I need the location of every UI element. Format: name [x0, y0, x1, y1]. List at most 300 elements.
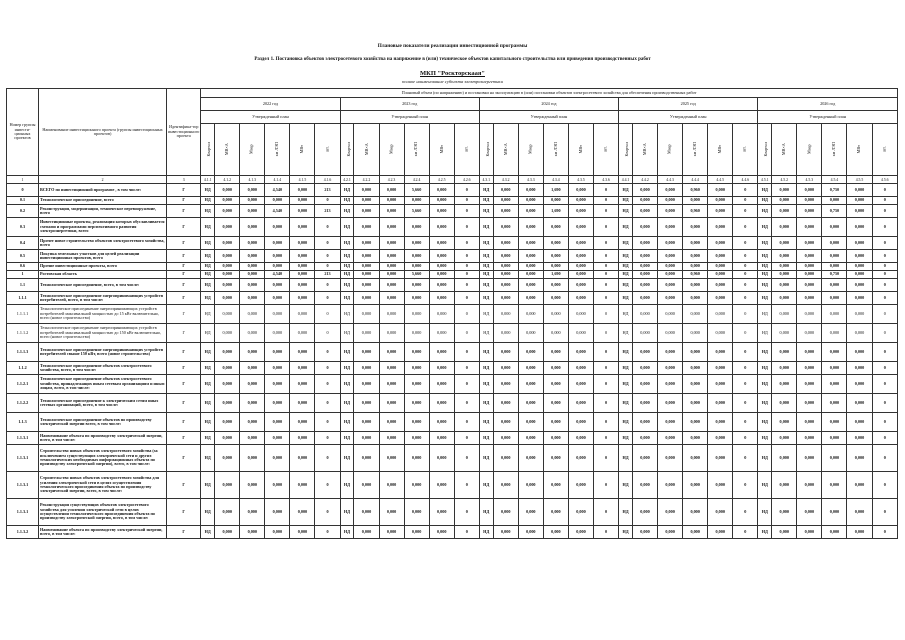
- row-value: 0,000: [290, 197, 315, 205]
- row-value: 0: [594, 526, 619, 539]
- row-value: 0: [872, 271, 897, 279]
- table-row: [7, 375, 898, 394]
- row-value: НД: [479, 197, 493, 205]
- row-value: НД: [479, 218, 493, 237]
- row-number: 1.1.1.3: [7, 343, 39, 362]
- row-value: 0,000: [543, 375, 568, 394]
- row-value: НД: [479, 279, 493, 292]
- row-value: НД: [619, 197, 633, 205]
- row-value: 0,000: [265, 362, 290, 375]
- column-number: 4.1.1: [201, 176, 215, 184]
- row-value: 0,000: [404, 394, 429, 413]
- row-value: 0,000: [518, 263, 543, 271]
- row-number: 0: [7, 184, 39, 197]
- row-value: 0: [315, 250, 340, 263]
- row-value: 0,000: [632, 237, 657, 250]
- row-project-id: Г: [167, 394, 201, 413]
- row-value: 0,000: [683, 499, 708, 526]
- row-value: 0,000: [683, 197, 708, 205]
- row-value: 0: [454, 394, 479, 413]
- row-value: НД: [619, 305, 633, 324]
- row-value: 0,000: [290, 343, 315, 362]
- row-value: 0,000: [658, 499, 683, 526]
- column-number: 4.5.1: [758, 176, 772, 184]
- table-row: [7, 271, 898, 279]
- row-value: 0: [594, 413, 619, 432]
- row-value: 0,000: [354, 499, 379, 526]
- header-project-id: Идентифика-тор инвестиционного проекта: [167, 89, 201, 176]
- row-value: 0,000: [379, 271, 404, 279]
- row-value: 0,000: [354, 472, 379, 499]
- row-value: 0,000: [354, 324, 379, 343]
- header-approved-plan: Утвержденный план: [619, 111, 758, 124]
- row-value: 0,000: [240, 305, 265, 324]
- header-sub-label: МВ×А: [781, 143, 787, 156]
- row-project-id: Г: [167, 432, 201, 445]
- row-value: НД: [619, 263, 633, 271]
- row-value: 0,000: [772, 445, 797, 472]
- row-value: 0,000: [658, 413, 683, 432]
- row-value: 0: [454, 324, 479, 343]
- row-value: 0,000: [429, 472, 454, 499]
- row-value: 0,000: [708, 292, 733, 305]
- row-value: 0: [872, 362, 897, 375]
- row-value: 0: [594, 263, 619, 271]
- row-value: 0,000: [632, 499, 657, 526]
- header-approved-plan: Утвержденный план: [201, 111, 340, 124]
- row-value: НД: [619, 324, 633, 343]
- row-value: 0,000: [632, 218, 657, 237]
- row-value: 5,660: [404, 184, 429, 197]
- row-value: 0,000: [265, 375, 290, 394]
- row-value: 0: [454, 472, 479, 499]
- row-number: 1.1.3.1: [7, 472, 39, 499]
- row-value: НД: [479, 499, 493, 526]
- header-unit-Мвар: [518, 124, 543, 176]
- row-value: НД: [758, 197, 772, 205]
- header-unit-шт.: [872, 124, 897, 176]
- row-project-id: Г: [167, 292, 201, 305]
- column-number: 4.1.5: [290, 176, 315, 184]
- row-value: 0,000: [822, 263, 847, 271]
- row-value: 0: [594, 362, 619, 375]
- row-value: 0,000: [568, 394, 593, 413]
- row-value: 0,000: [354, 526, 379, 539]
- header-unit-МВ×А: [772, 124, 797, 176]
- row-value: 0,000: [772, 472, 797, 499]
- row-value: 0,000: [265, 445, 290, 472]
- row-value: НД: [201, 432, 215, 445]
- row-value: НД: [479, 324, 493, 343]
- row-value: 0: [872, 292, 897, 305]
- row-value: 0,000: [708, 413, 733, 432]
- row-value: 0,000: [797, 499, 822, 526]
- header-unit-Квартал: [479, 124, 493, 176]
- row-value: 0,000: [379, 218, 404, 237]
- row-value: 0,000: [240, 250, 265, 263]
- row-value: 0,000: [404, 279, 429, 292]
- row-value: 0,000: [797, 292, 822, 305]
- row-value: 0,000: [632, 279, 657, 292]
- row-value: 0,000: [379, 205, 404, 218]
- row-value: 0: [872, 499, 897, 526]
- row-value: 0,000: [290, 445, 315, 472]
- row-value: 0,000: [493, 394, 518, 413]
- section-title: Раздел 1. Постановка объектов электросетевого хозяйства на напряжение в (или) техническое объектов капитального строительства или приведения производственных работ: [254, 57, 651, 62]
- row-value: 0,000: [543, 394, 568, 413]
- row-value: 0,000: [543, 324, 568, 343]
- row-project-id: Г: [167, 305, 201, 324]
- row-value: 0,000: [379, 472, 404, 499]
- row-value: 0,000: [493, 205, 518, 218]
- row-value: 0,000: [632, 271, 657, 279]
- row-value: 213: [315, 271, 340, 279]
- row-value: 0,000: [632, 472, 657, 499]
- row-value: 0,000: [518, 375, 543, 394]
- row-value: НД: [201, 343, 215, 362]
- row-value: 0,000: [797, 237, 822, 250]
- row-number: 1.1.2.2: [7, 394, 39, 413]
- row-value: 0,000: [847, 292, 872, 305]
- row-value: 0,000: [240, 184, 265, 197]
- row-value: 0,000: [683, 343, 708, 362]
- header-year: 2025 год: [619, 98, 758, 111]
- header-plan-caption: Плановый объем (по напряжению) и постановки на эксплуатацию в (или) постановки объектов электросетевого хозяйства для обеспечения производственных работ: [201, 89, 898, 98]
- header-group-number: Номер группы инвести-ционных проектов: [7, 89, 39, 176]
- row-value: 0,000: [404, 197, 429, 205]
- row-value: 0,000: [265, 292, 290, 305]
- header-unit-шт.: [454, 124, 479, 176]
- column-number: 4.4.6: [733, 176, 758, 184]
- row-value: НД: [758, 279, 772, 292]
- row-value: 0,000: [543, 432, 568, 445]
- table-row: [7, 432, 898, 445]
- table-row: [7, 394, 898, 413]
- row-project-name: Технологическое присоединение к электрическим сетям иных сетевых организаций, всего, в том числе:: [39, 394, 167, 413]
- row-value: 0,000: [290, 472, 315, 499]
- row-value: 0,000: [429, 413, 454, 432]
- row-number: 1.1.2.1: [7, 375, 39, 394]
- row-value: 0,000: [290, 205, 315, 218]
- row-value: 0,000: [658, 184, 683, 197]
- row-number: 0.2: [7, 205, 39, 218]
- column-number: 4.2.4: [404, 176, 429, 184]
- row-value: 0,000: [215, 472, 240, 499]
- row-value: 0: [733, 263, 758, 271]
- row-value: 0,000: [708, 445, 733, 472]
- row-value: 0,000: [215, 305, 240, 324]
- row-value: 0,000: [290, 305, 315, 324]
- row-value: 0,000: [379, 362, 404, 375]
- row-value: 0,000: [240, 445, 265, 472]
- row-value: НД: [479, 472, 493, 499]
- row-number: 1.1.3.2: [7, 526, 39, 539]
- row-number: 1.1.3: [7, 413, 39, 432]
- row-value: 0: [315, 362, 340, 375]
- row-value: 0: [315, 279, 340, 292]
- row-value: 0,000: [215, 250, 240, 263]
- row-value: 0,000: [265, 499, 290, 526]
- row-value: 0,000: [429, 526, 454, 539]
- row-value: 0,000: [240, 271, 265, 279]
- row-value: 0: [454, 526, 479, 539]
- header-sub-label: Квартал: [763, 142, 769, 157]
- row-value: 0: [315, 305, 340, 324]
- row-value: НД: [479, 205, 493, 218]
- row-value: 0,000: [772, 526, 797, 539]
- row-value: 0,000: [518, 445, 543, 472]
- row-value: 0: [733, 499, 758, 526]
- header-sub-label: Квартал: [345, 142, 351, 157]
- row-value: 0,000: [290, 375, 315, 394]
- row-value: 0,000: [265, 305, 290, 324]
- header-sub-label: МВт: [299, 145, 305, 154]
- row-value: 4,540: [265, 271, 290, 279]
- row-value: НД: [201, 218, 215, 237]
- row-value: 0,000: [772, 324, 797, 343]
- row-value: 0: [315, 197, 340, 205]
- column-number: 4.4.5: [708, 176, 733, 184]
- header-sub-label: МВ×А: [223, 143, 229, 156]
- row-value: 0: [454, 205, 479, 218]
- row-value: 0,000: [493, 362, 518, 375]
- header-year: 2023 год: [340, 98, 479, 111]
- column-number: 2: [39, 176, 167, 184]
- row-project-id: Г: [167, 499, 201, 526]
- row-value: 0,000: [658, 324, 683, 343]
- row-value: 0: [315, 445, 340, 472]
- table-row: [7, 218, 898, 237]
- row-value: НД: [201, 499, 215, 526]
- row-value: НД: [619, 472, 633, 499]
- row-value: НД: [340, 394, 354, 413]
- row-value: 0,000: [518, 472, 543, 499]
- row-value: 213: [315, 205, 340, 218]
- row-value: 0,000: [632, 526, 657, 539]
- row-value: НД: [340, 445, 354, 472]
- row-value: 0,000: [518, 250, 543, 263]
- row-value: 0,000: [632, 184, 657, 197]
- row-value: 0,000: [797, 218, 822, 237]
- header-unit-Мвар: [658, 124, 683, 176]
- row-value: 0: [594, 250, 619, 263]
- column-number: 4.3.5: [568, 176, 593, 184]
- row-value: 0,000: [379, 413, 404, 432]
- table-row: [7, 250, 898, 263]
- row-value: 0,000: [240, 375, 265, 394]
- header-unit-шт.: [733, 124, 758, 176]
- row-value: 0,000: [493, 472, 518, 499]
- row-value: 0,000: [797, 184, 822, 197]
- row-value: НД: [758, 472, 772, 499]
- row-project-name: Технологическое присоединение, всего: [39, 197, 167, 205]
- row-number: 1.1.3.1: [7, 445, 39, 472]
- row-value: 0,000: [265, 237, 290, 250]
- row-value: 0,000: [847, 526, 872, 539]
- row-project-name: Прочее новое строительство объектов электросетевого хозяйства, всего: [39, 237, 167, 250]
- row-project-name: Технологическое присоединение энергопринимающих устройств потребителей свыше 150 кВт, всего (новое строительство): [39, 343, 167, 362]
- row-value: 0,000: [290, 184, 315, 197]
- row-value: 0,000: [493, 499, 518, 526]
- row-value: 0,000: [568, 218, 593, 237]
- row-value: 0: [315, 292, 340, 305]
- header-sub-label: шт.: [324, 146, 330, 153]
- row-value: 0: [594, 292, 619, 305]
- row-value: 0,000: [708, 279, 733, 292]
- row-value: 0: [454, 362, 479, 375]
- row-value: 0: [454, 197, 479, 205]
- row-project-id: Г: [167, 237, 201, 250]
- row-value: НД: [479, 271, 493, 279]
- column-number: 4.2.5: [429, 176, 454, 184]
- header-unit-км ЛЭП: [404, 124, 429, 176]
- row-value: НД: [479, 184, 493, 197]
- row-value: НД: [758, 205, 772, 218]
- row-value: НД: [201, 292, 215, 305]
- row-value: 0,000: [708, 205, 733, 218]
- row-value: 0,000: [658, 205, 683, 218]
- table-row: [7, 205, 898, 218]
- header-sub-label: МВт: [577, 145, 583, 154]
- header-unit-Мвар: [240, 124, 265, 176]
- row-value: 1,690: [543, 271, 568, 279]
- row-project-name: Технологическое присоединение энергопринимающих устройств потребителей максимальной мощностью до 15 кВт включительно, всего (новое строительство): [39, 305, 167, 324]
- row-value: 0,000: [797, 375, 822, 394]
- row-value: 0,000: [354, 197, 379, 205]
- row-number: 1.1.1.2: [7, 324, 39, 343]
- row-value: 0,000: [265, 218, 290, 237]
- row-value: НД: [758, 250, 772, 263]
- row-value: 0,000: [822, 362, 847, 375]
- header-sub-label: МВ×А: [502, 143, 508, 156]
- row-value: НД: [619, 184, 633, 197]
- row-value: 0,000: [568, 362, 593, 375]
- row-value: 0,000: [493, 279, 518, 292]
- row-value: 0,000: [290, 413, 315, 432]
- column-number: 4.3.1: [479, 176, 493, 184]
- row-value: 0,000: [290, 394, 315, 413]
- row-value: НД: [201, 271, 215, 279]
- header-unit-МВт: [568, 124, 593, 176]
- row-value: 0,000: [215, 394, 240, 413]
- row-value: 0,000: [797, 250, 822, 263]
- row-project-name: Технологическое присоединение объектов электросетевого хозяйства, принадлежащих иным сетевым организациям и иным лицам, всего, в том числе:: [39, 375, 167, 394]
- row-value: 0,000: [429, 218, 454, 237]
- row-value: 0,000: [708, 305, 733, 324]
- row-value: 0,000: [518, 279, 543, 292]
- row-value: 0,000: [708, 263, 733, 271]
- row-value: 0,000: [568, 279, 593, 292]
- row-value: 0: [454, 279, 479, 292]
- row-value: 0: [733, 324, 758, 343]
- row-value: 0,000: [404, 292, 429, 305]
- row-value: 0,000: [772, 394, 797, 413]
- row-project-name: Ростовская область: [39, 271, 167, 279]
- row-value: 0,000: [240, 394, 265, 413]
- row-value: 0,000: [568, 205, 593, 218]
- row-value: 0,000: [772, 432, 797, 445]
- header-unit-Квартал: [758, 124, 772, 176]
- row-value: 0,000: [379, 324, 404, 343]
- row-value: 0: [733, 526, 758, 539]
- row-value: 0: [315, 263, 340, 271]
- row-value: 0,000: [658, 250, 683, 263]
- row-value: 0,000: [429, 292, 454, 305]
- row-value: 0: [594, 375, 619, 394]
- row-value: 0,000: [658, 218, 683, 237]
- row-project-id: Г: [167, 526, 201, 539]
- row-value: 0,000: [215, 197, 240, 205]
- row-value: 0,000: [518, 343, 543, 362]
- row-value: 0,000: [847, 394, 872, 413]
- row-value: 0,000: [354, 263, 379, 271]
- row-value: 0,000: [568, 197, 593, 205]
- row-value: 0,000: [354, 362, 379, 375]
- row-value: 0,000: [354, 292, 379, 305]
- row-value: 0,000: [543, 445, 568, 472]
- table-row: [7, 445, 898, 472]
- row-project-id: Г: [167, 263, 201, 271]
- row-value: 0,000: [683, 413, 708, 432]
- column-number: 4.4.3: [658, 176, 683, 184]
- row-project-name: Прочие инвестиционные проекты, всего: [39, 263, 167, 271]
- row-value: НД: [758, 237, 772, 250]
- row-value: 0,000: [404, 263, 429, 271]
- row-value: 0,000: [379, 526, 404, 539]
- column-number: 4.3.4: [543, 176, 568, 184]
- row-value: 0: [872, 197, 897, 205]
- row-value: НД: [758, 362, 772, 375]
- row-value: НД: [340, 250, 354, 263]
- row-value: 0,000: [847, 432, 872, 445]
- row-value: 0,960: [683, 205, 708, 218]
- column-number: 4.4.2: [632, 176, 657, 184]
- row-value: 0,000: [404, 432, 429, 445]
- row-project-name: Технологическое присоединение объектов по производству электрической энергии всего, в том числе:: [39, 413, 167, 432]
- row-value: 0,000: [290, 271, 315, 279]
- header-unit-шт.: [315, 124, 340, 176]
- row-value: НД: [201, 445, 215, 472]
- header-sub-label: МВ×А: [363, 143, 369, 156]
- row-value: 0,000: [568, 263, 593, 271]
- header-approved-plan: Утвержденный план: [758, 111, 898, 124]
- row-value: 0,000: [265, 413, 290, 432]
- row-project-name: Инвестиционные проекты, реализация которых обуславливается схемами и программами перспективного развития электроэнергетики, всего: [39, 218, 167, 237]
- row-value: 0,000: [658, 237, 683, 250]
- row-value: 0,000: [847, 197, 872, 205]
- row-value: НД: [619, 237, 633, 250]
- row-value: 0: [315, 413, 340, 432]
- row-value: 0,000: [379, 499, 404, 526]
- row-value: 0,000: [543, 197, 568, 205]
- row-value: НД: [758, 324, 772, 343]
- header-year: 2024 год: [479, 98, 618, 111]
- row-value: 0,000: [429, 263, 454, 271]
- row-value: 0,000: [847, 218, 872, 237]
- table-row: [7, 499, 898, 526]
- row-value: НД: [201, 526, 215, 539]
- row-value: НД: [340, 279, 354, 292]
- row-value: 0,000: [215, 413, 240, 432]
- row-value: 0,000: [379, 263, 404, 271]
- header-unit-км ЛЭП: [543, 124, 568, 176]
- row-value: 0,000: [493, 197, 518, 205]
- row-value: 0,000: [822, 279, 847, 292]
- row-value: 0,000: [265, 279, 290, 292]
- row-value: 0,000: [683, 292, 708, 305]
- row-value: НД: [479, 375, 493, 394]
- header-sub-label: Квартал: [484, 142, 490, 157]
